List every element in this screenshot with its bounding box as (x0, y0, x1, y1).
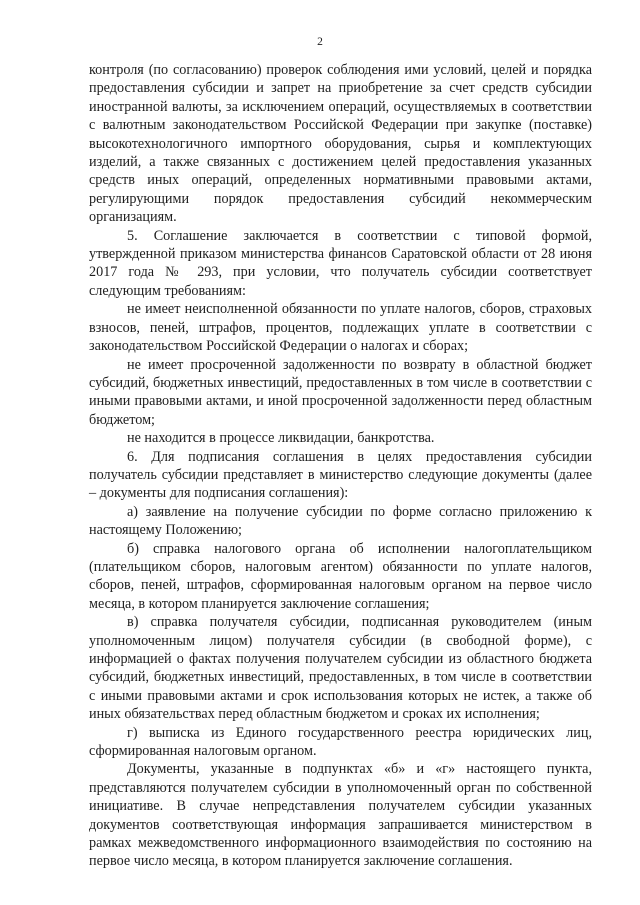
paragraph-documents-note: Документы, указанные в подпунктах «б» и «г» настоящего пункта, представляются получателем субсидии в уполномоченный орган по собственной инициативе. В случае непредставления получателем субсидии указанных документов соответствующая информация запрашивается министерством в рамках межведомственного информационного взаимодействия по состоянию на первое число месяца, в котором планируется заключение соглашения. (89, 761, 592, 870)
paragraph-item-6: 6. Для подписания соглашения в целях предоставления субсидии получатель субсидии представляет в министерство следующие документы (далее – документы для подписания соглашения): (89, 448, 592, 502)
paragraph-subitem-v: в) справка получателя субсидии, подписанная руководителем (иным уполномоченным лицом) получателя субсидии (в свободной форме), с информацией о фактах получения получателем субсидии из областного бюджета субсидий, бюджетных инвестиций, предоставленных, в том числе в соответствии с иными правовыми актами и срок использования которых не истек, а также об иных обязательствах перед областным бюджетом и сроках их исполнения; (89, 614, 592, 723)
paragraph-requirement-taxes: не имеет неисполненной обязанности по уплате налогов, сборов, страховых взносов, пеней, штрафов, процентов, подлежащих уплате в соответствии с законодательством Российской Федерации о налогах и сборах; (89, 301, 592, 355)
paragraph-requirement-debt: не имеет просроченной задолженности по возврату в областной бюджет субсидий, бюджетных инвестиций, предоставленных в том числе в соответствии с иными правовыми актами, и иной просроченной задолженности перед областным бюджетом; (89, 356, 592, 428)
paragraph-subitem-b: б) справка налогового органа об исполнении налогоплательщиком (плательщиком сборов, налоговым агентом) обязанности по уплате налогов, сборов, пеней, штрафов, сформированная налоговым органом на первое число месяца, в котором планируется заключение соглашения; (89, 540, 592, 612)
page-number: 2 (317, 36, 323, 48)
paragraph-subitem-g: г) выписка из Единого государственного реестра юридических лиц, сформированная налоговым органом. (89, 724, 592, 760)
paragraph-subitem-a: а) заявление на получение субсидии по форме согласно приложению к настоящему Положению; (89, 503, 592, 539)
paragraph-control-continuation: контроля (по согласованию) проверок соблюдения ими условий, целей и порядка предоставления субсидии и запрет на приобретение за счет средств субсидии иностранной валюты, за исключением операций, осуществляемых в соответствии с валютным законодательством Российской Федерации при закупке (поставке) высокотехнологичного импортного оборудования, сырья и комплектующих изделий, а также связанных с достижением целей предоставления указанных средств иных операций, определенных нормативными правовыми актами, регулирующими порядок предоставления субсидий некоммерческим организациям. (89, 62, 592, 226)
paragraph-requirement-liquidation: не находится в процессе ликвидации, банкротства. (127, 430, 435, 447)
paragraph-item-5: 5. Соглашение заключается в соответствии с типовой формой, утвержденной приказом министерства финансов Саратовской области от 28 июня 2017 года № 293, при условии, что получатель субсидии соответствует следующим требованиям: (89, 227, 592, 299)
document-body (89, 61, 592, 871)
